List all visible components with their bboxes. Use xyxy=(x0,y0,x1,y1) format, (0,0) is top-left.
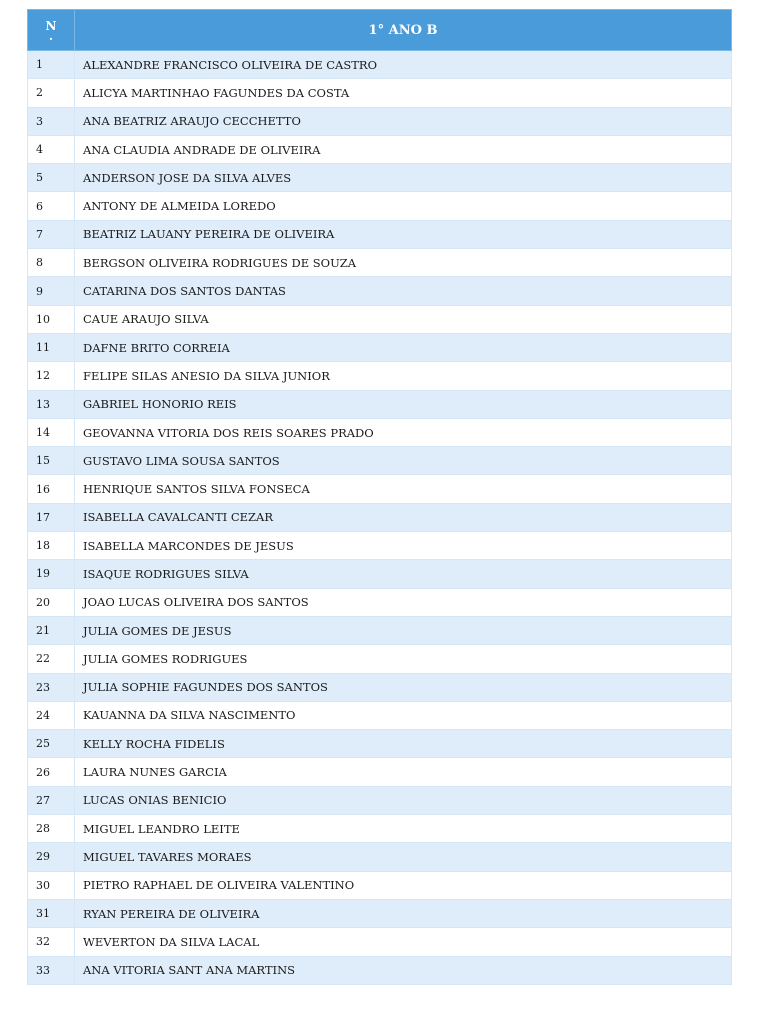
student-number: 23 xyxy=(28,673,75,701)
table-row xyxy=(28,532,732,560)
table-row xyxy=(28,786,732,814)
student-number: 33 xyxy=(28,956,75,984)
student-number: 24 xyxy=(28,701,75,729)
table-row xyxy=(28,560,732,588)
student-name: JULIA SOPHIE FAGUNDES DOS SANTOS xyxy=(75,673,732,701)
class-title-header: 1° ANO B xyxy=(75,10,732,51)
student-number: 28 xyxy=(28,815,75,843)
table-row xyxy=(28,447,732,475)
table-row xyxy=(28,899,732,927)
table-row xyxy=(28,249,732,277)
student-name: ANDERSON JOSE DA SILVA ALVES xyxy=(75,164,732,192)
student-number: 21 xyxy=(28,616,75,644)
table-row xyxy=(28,956,732,984)
student-number: 30 xyxy=(28,871,75,899)
student-name: ISABELLA CAVALCANTI CEZAR xyxy=(75,503,732,531)
student-name: LUCAS ONIAS BENICIO xyxy=(75,786,732,814)
table-row xyxy=(28,475,732,503)
student-number: 6 xyxy=(28,192,75,220)
student-number: 11 xyxy=(28,333,75,361)
student-name: ANA CLAUDIA ANDRADE DE OLIVEIRA xyxy=(75,135,732,163)
table-row xyxy=(28,164,732,192)
table-row xyxy=(28,928,732,956)
table-row xyxy=(28,333,732,361)
table-row xyxy=(28,418,732,446)
number-column-dot: . xyxy=(48,28,54,43)
student-name: JOAO LUCAS OLIVEIRA DOS SANTOS xyxy=(75,588,732,616)
student-number: 27 xyxy=(28,786,75,814)
table-row xyxy=(28,277,732,305)
table-row xyxy=(28,220,732,248)
student-name: ANA BEATRIZ ARAUJO CECCHETTO xyxy=(75,107,732,135)
student-number: 18 xyxy=(28,532,75,560)
student-name: ALICYA MARTINHAO FAGUNDES DA COSTA xyxy=(75,79,732,107)
student-number: 2 xyxy=(28,79,75,107)
student-number: 26 xyxy=(28,758,75,786)
student-number: 15 xyxy=(28,447,75,475)
student-name: ANTONY DE ALMEIDA LOREDO xyxy=(75,192,732,220)
table-row xyxy=(28,362,732,390)
student-number: 20 xyxy=(28,588,75,616)
student-number: 22 xyxy=(28,645,75,673)
student-name: BERGSON OLIVEIRA RODRIGUES DE SOUZA xyxy=(75,249,732,277)
student-number: 31 xyxy=(28,899,75,927)
student-name: CATARINA DOS SANTOS DANTAS xyxy=(75,277,732,305)
student-name: KELLY ROCHA FIDELIS xyxy=(75,730,732,758)
student-name: ISABELLA MARCONDES DE JESUS xyxy=(75,532,732,560)
table-row xyxy=(28,843,732,871)
student-name: DAFNE BRITO CORREIA xyxy=(75,333,732,361)
roster-header xyxy=(28,10,732,51)
student-name: ANA VITORIA SANT ANA MARTINS xyxy=(75,956,732,984)
student-name: CAUE ARAUJO SILVA xyxy=(75,305,732,333)
student-name: MIGUEL LEANDRO LEITE xyxy=(75,815,732,843)
table-row xyxy=(28,192,732,220)
student-name: KAUANNA DA SILVA NASCIMENTO xyxy=(75,701,732,729)
student-name: GABRIEL HONORIO REIS xyxy=(75,390,732,418)
table-row xyxy=(28,79,732,107)
header-row xyxy=(28,10,732,51)
student-roster-table xyxy=(27,9,732,985)
table-row xyxy=(28,51,732,79)
student-name: BEATRIZ LAUANY PEREIRA DE OLIVEIRA xyxy=(75,220,732,248)
table-row xyxy=(28,871,732,899)
table-row xyxy=(28,305,732,333)
student-number: 4 xyxy=(28,135,75,163)
student-name: GUSTAVO LIMA SOUSA SANTOS xyxy=(75,447,732,475)
student-name: HENRIQUE SANTOS SILVA FONSECA xyxy=(75,475,732,503)
student-name: JULIA GOMES DE JESUS xyxy=(75,616,732,644)
student-name: ALEXANDRE FRANCISCO OLIVEIRA DE CASTRO xyxy=(75,51,732,79)
student-name: MIGUEL TAVARES MORAES xyxy=(75,843,732,871)
roster-body xyxy=(28,51,732,985)
student-name: JULIA GOMES RODRIGUES xyxy=(75,645,732,673)
student-number: 16 xyxy=(28,475,75,503)
student-number: 14 xyxy=(28,418,75,446)
student-number: 12 xyxy=(28,362,75,390)
student-number: 5 xyxy=(28,164,75,192)
student-name: LAURA NUNES GARCIA xyxy=(75,758,732,786)
student-name: FELIPE SILAS ANESIO DA SILVA JUNIOR xyxy=(75,362,732,390)
table-row xyxy=(28,135,732,163)
student-name: PIETRO RAPHAEL DE OLIVEIRA VALENTINO xyxy=(75,871,732,899)
table-row xyxy=(28,107,732,135)
student-number: 1 xyxy=(28,51,75,79)
table-row xyxy=(28,503,732,531)
student-number: 8 xyxy=(28,249,75,277)
student-number: 3 xyxy=(28,107,75,135)
number-column-header xyxy=(28,10,75,51)
table-row xyxy=(28,588,732,616)
student-number: 13 xyxy=(28,390,75,418)
table-row xyxy=(28,758,732,786)
student-name: WEVERTON DA SILVA LACAL xyxy=(75,928,732,956)
student-name: RYAN PEREIRA DE OLIVEIRA xyxy=(75,899,732,927)
table-row xyxy=(28,390,732,418)
student-number: 10 xyxy=(28,305,75,333)
student-number: 29 xyxy=(28,843,75,871)
table-row xyxy=(28,701,732,729)
number-column-label: N xyxy=(45,18,57,33)
student-number: 7 xyxy=(28,220,75,248)
student-number: 25 xyxy=(28,730,75,758)
student-name: ISAQUE RODRIGUES SILVA xyxy=(75,560,732,588)
table-row xyxy=(28,616,732,644)
table-row xyxy=(28,730,732,758)
student-name: GEOVANNA VITORIA DOS REIS SOARES PRADO xyxy=(75,418,732,446)
table-row xyxy=(28,645,732,673)
table-row xyxy=(28,673,732,701)
student-number: 32 xyxy=(28,928,75,956)
table-row xyxy=(28,815,732,843)
student-number: 19 xyxy=(28,560,75,588)
student-number: 9 xyxy=(28,277,75,305)
student-number: 17 xyxy=(28,503,75,531)
